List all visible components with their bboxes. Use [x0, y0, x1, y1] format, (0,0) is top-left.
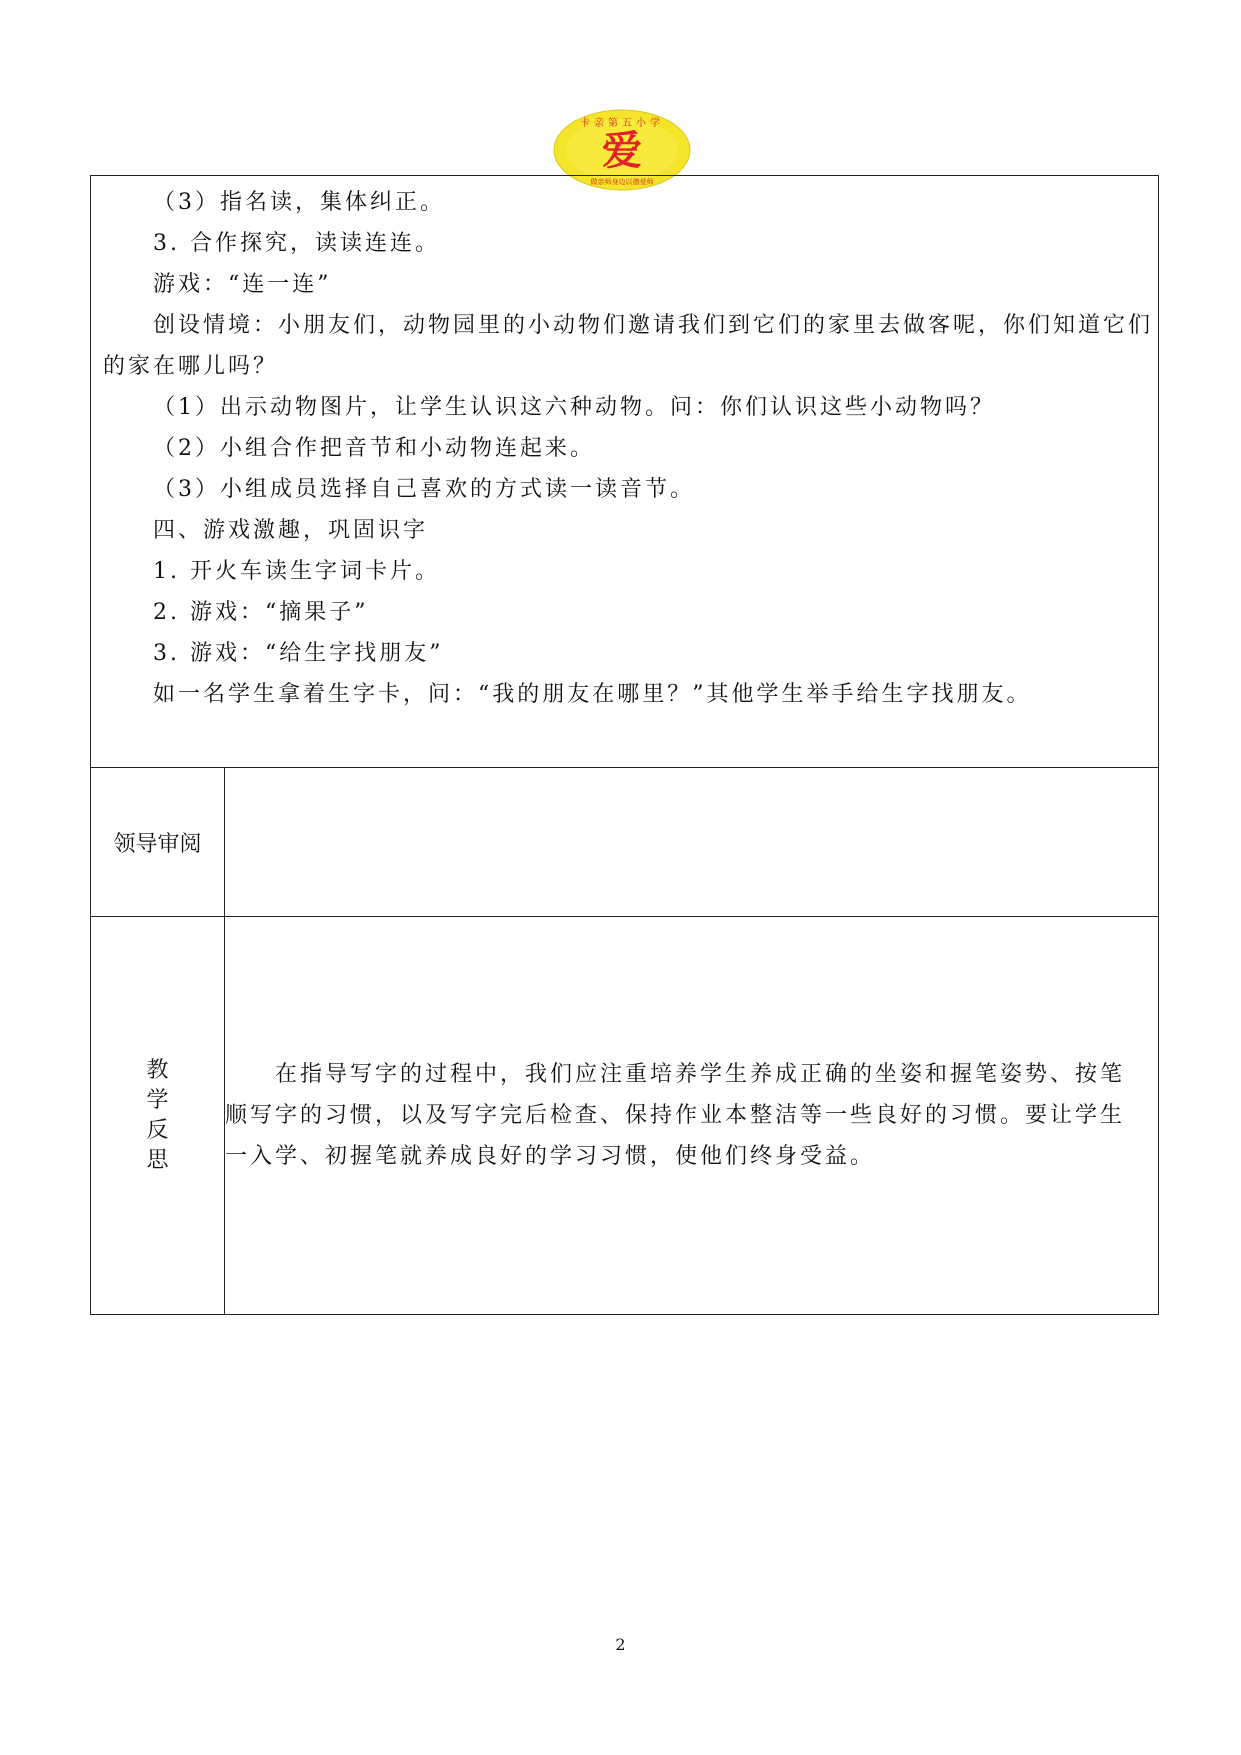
lesson-line: 创设情境：小朋友们，动物园里的小动物们邀请我们到它们的家里去做客呢，你们知道它们: [153, 313, 1154, 338]
lesson-line: （2）小组合作把音节和小动物连起来。: [153, 436, 595, 461]
lesson-line: 1. 开火车读生字词卡片。: [153, 559, 440, 584]
page-number: 2: [615, 1635, 626, 1654]
lesson-content-row: [91, 176, 1159, 768]
reflection-line: 一入学、初握笔就养成良好的学习习惯，使他们终身受益。: [225, 1144, 876, 1169]
review-label: 领导审阅: [91, 768, 225, 917]
review-row: [91, 768, 1159, 917]
reflection-content: [225, 917, 1159, 1315]
lesson-line: （1）出示动物图片，让学生认识这六种动物。问：你们认识这些小动物吗？: [153, 395, 995, 420]
logo-bottom-text: 做亲师身边以德爱师: [590, 178, 654, 186]
lesson-line: 如一名学生拿着生字卡，问：“我的朋友在哪里？”其他学生举手给生字找朋友。: [153, 682, 1032, 707]
logo-top-text: 卡亲第五小学: [580, 118, 664, 129]
lesson-line: 3. 游戏：“给生字找朋友”: [153, 641, 444, 666]
lesson-line: 游戏：“连一连”: [153, 272, 332, 297]
reflection-line: 在指导写字的过程中，我们应注重培养学生养成正确的坐姿和握笔姿势、按笔: [275, 1062, 1126, 1087]
lesson-line: 四、游戏激趣，巩固识字: [153, 518, 429, 543]
reflection-line: 顺写字的习惯，以及写字完后检查、保持作业本整洁等一些良好的习惯。要让学生: [225, 1103, 1126, 1128]
review-content: [225, 768, 1159, 917]
lesson-plan-table: [90, 175, 1159, 1315]
lesson-line: 的家在哪儿吗？: [103, 354, 279, 379]
reflection-label: 教学反思: [146, 1057, 169, 1173]
lesson-content-cell: [91, 176, 1159, 768]
lesson-line: （3）指名读，集体纠正。: [153, 190, 445, 215]
lesson-line: 2. 游戏：“摘果子”: [153, 600, 369, 625]
lesson-line: （3）小组成员选择自己喜欢的方式读一读音节。: [153, 477, 695, 502]
lesson-line: 3. 合作探究，读读连连。: [153, 231, 440, 256]
logo-center-char: 爱: [602, 128, 642, 174]
reflection-label-cell: [91, 917, 225, 1315]
reflection-row: [91, 917, 1159, 1315]
